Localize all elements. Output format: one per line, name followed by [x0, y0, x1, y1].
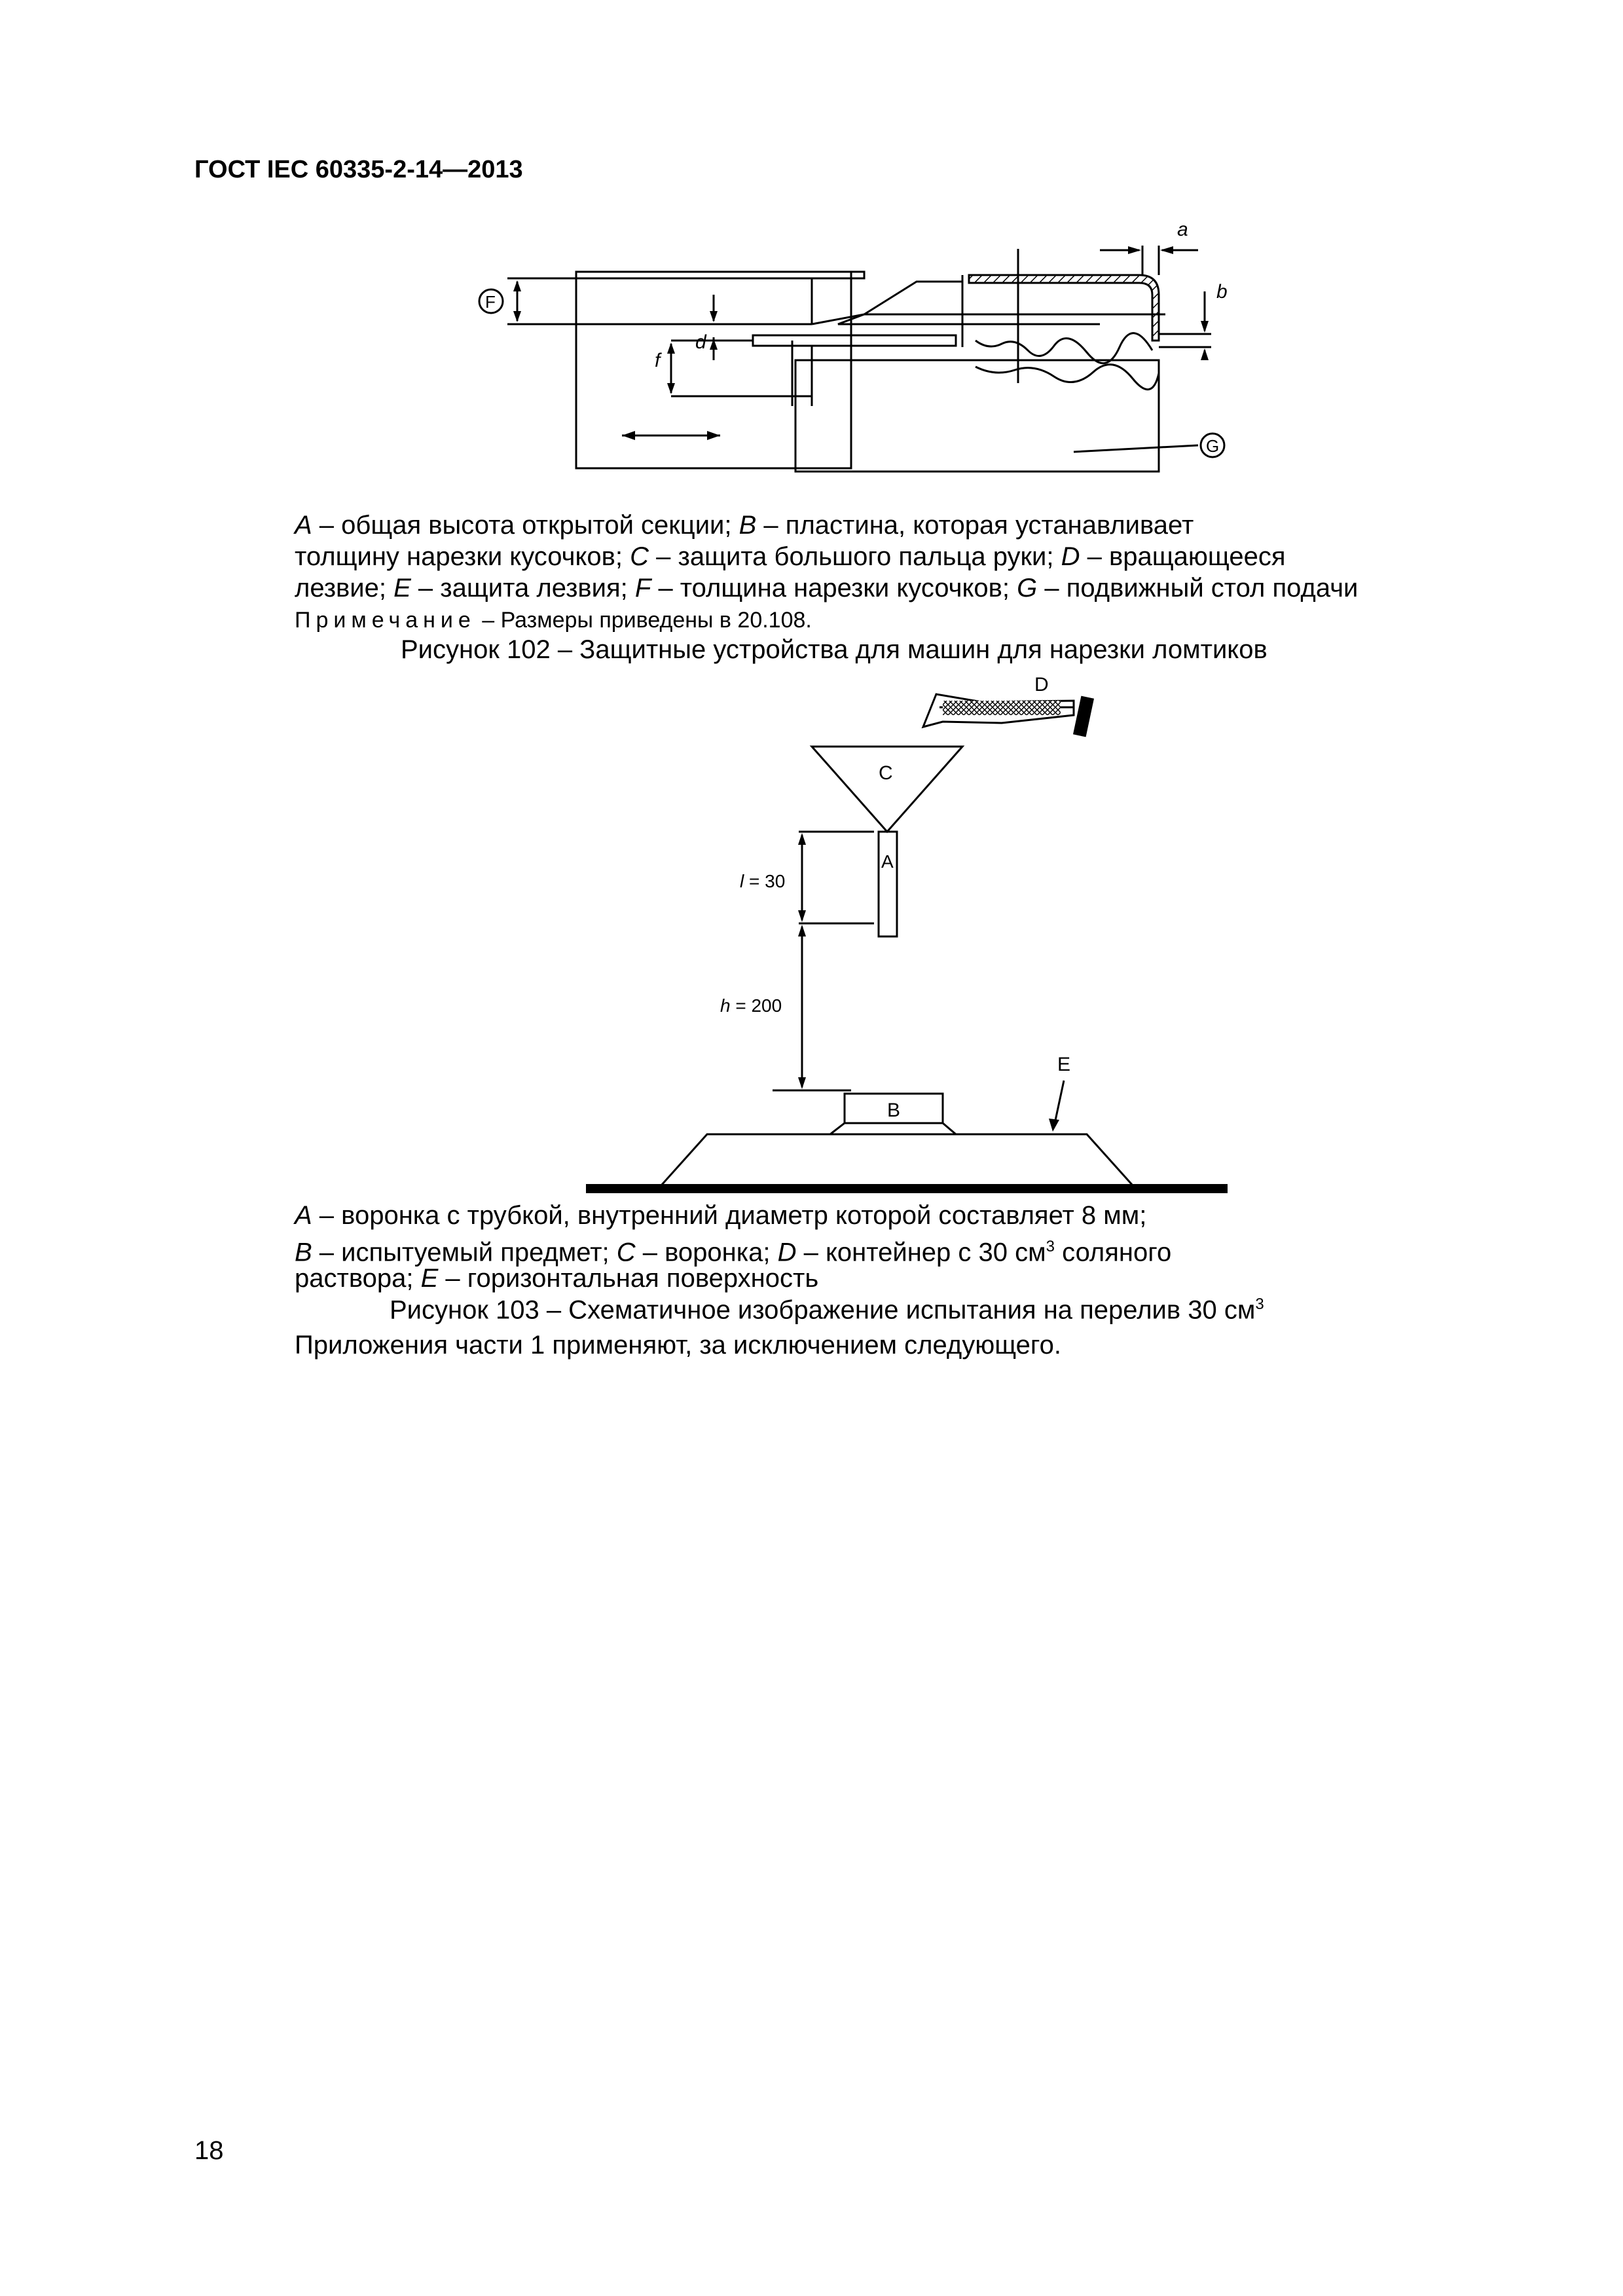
fig103-legend-line3: раствора; E – горизонтальная поверхность: [295, 1264, 819, 1293]
fig103-caption: Рисунок 103 – Схематичное изображение испытания на перелив 30 $см^3$: [390, 1295, 1264, 1325]
label-b: b: [1216, 281, 1228, 303]
label-E: E: [1057, 1054, 1071, 1075]
figure-102-drawing: [445, 210, 1270, 511]
document-header: ГОСТ IEC 60335-2-14—2013: [194, 156, 523, 183]
label-B: B: [887, 1100, 901, 1121]
label-C: C: [879, 762, 893, 784]
fig102-legend-line3: лезвие; E – защита лезвия; F – толщина нарезки кусочков; G – подвижный стол подачи: [295, 574, 1359, 602]
dim-l: l = 30: [740, 871, 786, 891]
label-f: f: [655, 350, 661, 371]
fig102-legend-line1: A – общая высота открытой секции; B – пластина, которая устанавливает: [295, 511, 1194, 540]
label-d: d: [695, 331, 706, 353]
label-a: a: [1177, 219, 1188, 240]
fig103-legend-line2: B – испытуемый предмет; C – воронка; D – контейнер с 30 $см^3$ соляного: [295, 1238, 1172, 1267]
fig102-caption: Рисунок 102 – Защитные устройства для машин для нарезки ломтиков: [401, 635, 1267, 664]
body-paragraph: Приложения части 1 применяют, за исключением следующего.: [295, 1331, 1061, 1360]
figure-103-drawing: [576, 668, 1237, 1205]
label-G: G: [1206, 436, 1220, 456]
fig103-legend-line1: A – воронка с трубкой, внутренний диаметр которой составляет 8 мм;: [295, 1201, 1147, 1230]
label-D: D: [1034, 674, 1049, 695]
fig102-note: Примечание – Размеры приведены в 20.108.: [295, 608, 812, 633]
label-A: A: [881, 851, 894, 872]
page-number: 18: [194, 2136, 224, 2165]
label-F: F: [485, 292, 496, 312]
fig102-legend-line2: толщину нарезки кусочков; C – защита большого пальца руки; D – вращающееся: [295, 542, 1286, 571]
dim-h: h = 200: [720, 995, 782, 1016]
